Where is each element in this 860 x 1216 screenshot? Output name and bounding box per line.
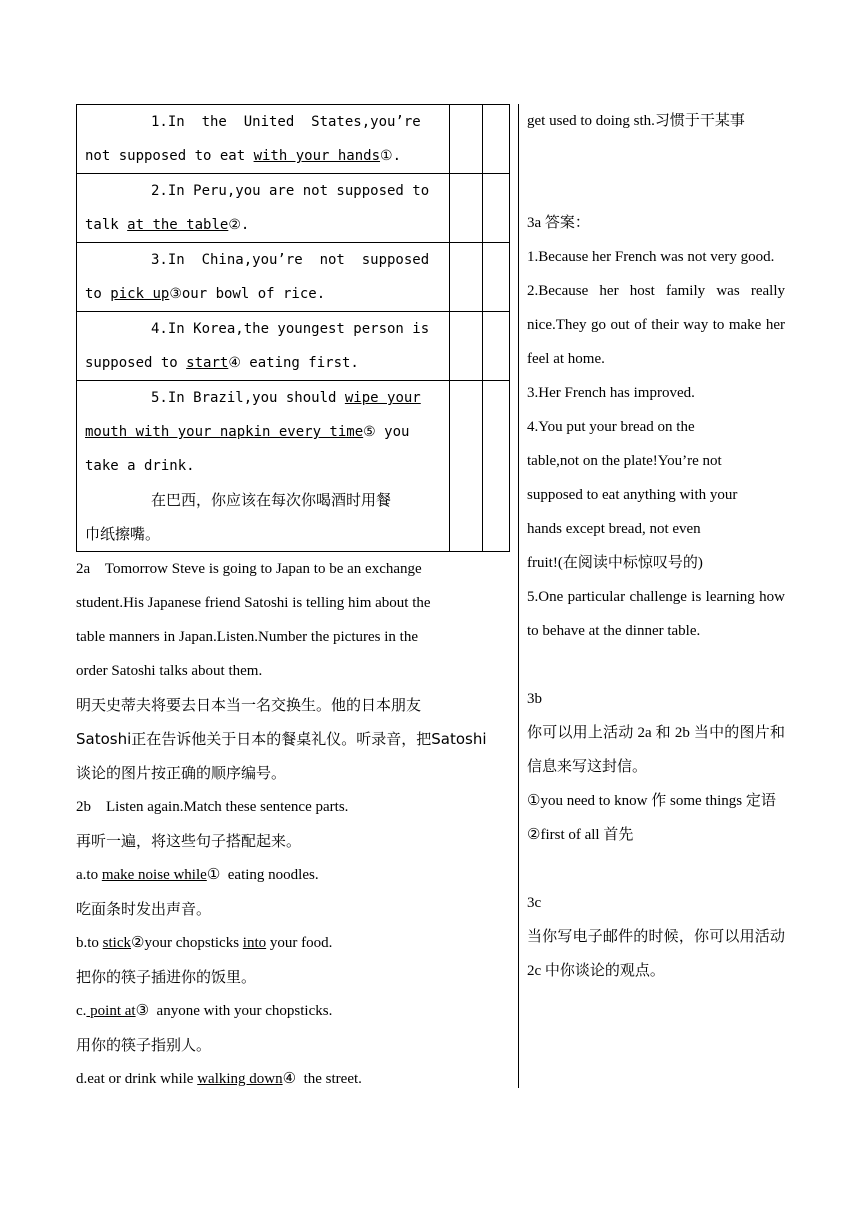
- text-segment: to: [85, 286, 111, 302]
- text-segment: supposed to: [85, 355, 187, 371]
- text-line: ①you need to know 作 some things 定语: [527, 793, 776, 809]
- sentence-table: [76, 104, 510, 552]
- sentence-cell: [77, 243, 450, 312]
- blank-line: [527, 852, 785, 886]
- text-line: [76, 756, 510, 790]
- answer-cell: [483, 381, 510, 552]
- underlined-phrase: mouth with your napkin every time: [85, 424, 364, 440]
- answer-cell: [450, 381, 483, 552]
- table-row: [77, 105, 510, 174]
- sentence-cell: [77, 312, 450, 381]
- sentence-line: [85, 139, 442, 173]
- text-line: 5.One particular challenge is learning how to behave at the dinner table.: [527, 589, 785, 639]
- left-column: [76, 104, 510, 1096]
- text-line: 2.Because her host family was really nice.They go out of their way to make her feel at home.: [527, 283, 785, 367]
- answer-cell: [483, 312, 510, 381]
- text-segment: 吃面条时发出声音。: [76, 900, 212, 918]
- column-divider: [518, 104, 519, 1088]
- text-segment: 谈论的图片按正确的顺序编号。: [76, 764, 287, 782]
- text-segment: d.eat or drink while: [76, 1071, 198, 1087]
- text-line: [76, 1028, 510, 1062]
- text-line: [76, 1062, 510, 1096]
- answer-cell: [483, 243, 510, 312]
- text-line: 3b: [527, 691, 542, 707]
- right-column: [527, 104, 785, 988]
- text-segment: ③ anyone with your chopsticks.: [135, 1003, 333, 1019]
- text-segment: ④ eating first.: [228, 355, 359, 371]
- text-segment: c.: [76, 1003, 87, 1019]
- text-segment: order Satoshi talks about them.: [76, 663, 263, 679]
- text-line: hands except bread, not even: [527, 521, 701, 537]
- text-segment: not supposed to eat: [85, 148, 254, 164]
- table-row: [77, 174, 510, 243]
- answer-cell: [483, 105, 510, 174]
- text-line: [76, 654, 510, 688]
- text-line: 你可以用上活动 2a 和 2b 当中的图片和信息来写这封信。: [527, 725, 785, 775]
- table-row: [77, 312, 510, 381]
- sentence-line: [85, 415, 442, 449]
- text-segment: Satoshi正在告诉他关于日本的餐桌礼仪。听录音，把Satoshi: [76, 730, 487, 748]
- text-line: [76, 824, 510, 858]
- answer-cell: [450, 243, 483, 312]
- underlined-phrase: with your hands: [253, 148, 381, 164]
- table-row: [77, 243, 510, 312]
- text-segment: 2b Listen again.Match these sentence parts.: [76, 799, 349, 815]
- sentence-cell: [77, 381, 450, 552]
- text-segment: b.to: [76, 935, 103, 951]
- text-segment: 明天史蒂夫将要去日本当一名交换生。他的日本朋友: [76, 696, 422, 714]
- text-segment: ④ the street.: [282, 1071, 362, 1087]
- text-line: [76, 688, 510, 722]
- translation-line: [85, 483, 442, 517]
- text-segment: student.His Japanese friend Satoshi is telling him about the: [76, 595, 431, 611]
- text-line: 3c: [527, 895, 542, 911]
- text-line: supposed to eat anything with your: [527, 487, 738, 503]
- text-line: [76, 722, 510, 756]
- text-line: fruit!(在阅读中标惊叹号的): [527, 555, 703, 571]
- text-line: ②first of all 首先: [527, 827, 634, 843]
- underlined-phrase: pick up: [110, 286, 170, 302]
- text-line: 当你写电子邮件的时候，你可以用活动 2c 中你谈论的观点。: [527, 929, 785, 979]
- blank-line: [527, 648, 785, 682]
- underlined-phrase: at the table: [127, 217, 229, 233]
- sentence-line: [85, 174, 442, 208]
- text-line: [76, 926, 510, 960]
- text-segment: ⑤ you: [363, 424, 410, 440]
- table-row: [77, 381, 510, 552]
- text-segment: 5.In Brazil,you should: [151, 390, 345, 406]
- text-segment: ① eating noodles.: [206, 867, 319, 883]
- text-segment: your food.: [266, 935, 333, 951]
- text-line: [76, 620, 510, 654]
- listening-section: [76, 552, 510, 1096]
- text-line: 4.You put your bread on the: [527, 419, 695, 435]
- text-line: [76, 586, 510, 620]
- underlined-phrase: stick: [102, 935, 132, 951]
- text-segment: ①.: [380, 148, 401, 164]
- text-segment: 用你的筷子指别人。: [76, 1036, 212, 1054]
- answer-cell: [450, 312, 483, 381]
- sentence-cell: [77, 174, 450, 243]
- text-line: [76, 960, 510, 994]
- text-segment: take a drink.: [85, 458, 195, 474]
- sentence-line: [85, 277, 442, 311]
- text-segment: 2.In Peru,you are not supposed to: [151, 183, 430, 199]
- text-segment: 再听一遍，将这些句子搭配起来。: [76, 832, 302, 850]
- underlined-phrase: point at: [86, 1003, 136, 1019]
- blank-line: [527, 172, 785, 206]
- blank-line: [527, 138, 785, 172]
- text-line: [76, 552, 510, 586]
- underlined-phrase: into: [242, 935, 267, 951]
- text-segment: 把你的筷子插进你的饭里。: [76, 968, 257, 986]
- answer-cell: [483, 174, 510, 243]
- translation-text: 巾纸擦嘴。: [85, 525, 161, 543]
- text-line: [76, 790, 510, 824]
- text-segment: talk: [85, 217, 128, 233]
- answer-cell: [450, 105, 483, 174]
- text-line: 3.Her French has improved.: [527, 385, 695, 401]
- sentence-line: [85, 312, 442, 346]
- text-line: table,not on the plate!You’re not: [527, 453, 722, 469]
- underlined-phrase: make noise while: [101, 867, 207, 883]
- underlined-phrase: walking down: [197, 1071, 283, 1087]
- text-segment: table manners in Japan.Listen.Number the pictures in the: [76, 629, 418, 645]
- text-segment: 1.In the United States,you’re: [151, 114, 421, 130]
- text-line: [76, 892, 510, 926]
- sentence-line: [85, 381, 442, 415]
- underlined-phrase: start: [186, 355, 229, 371]
- text-segment: 4.In Korea,the youngest person is: [151, 321, 430, 337]
- text-segment: 3.In China,you’re not supposed: [151, 252, 430, 268]
- sentence-line: [85, 208, 442, 242]
- text-line: [76, 994, 510, 1028]
- text-line: [76, 858, 510, 892]
- sentence-line: [85, 449, 442, 483]
- sentence-line: [85, 346, 442, 380]
- text-segment: ②.: [228, 217, 250, 233]
- text-line: 3a 答案：: [527, 215, 590, 231]
- translation-line: [85, 517, 442, 551]
- text-segment: ②your chopsticks: [131, 935, 243, 951]
- answer-cell: [450, 174, 483, 243]
- translation-text: 在巴西，你应该在每次你喝酒时用餐: [151, 491, 392, 509]
- text-segment: 2a Tomorrow Steve is going to Japan to be an exchange: [76, 561, 422, 577]
- sentence-line: [85, 105, 442, 139]
- underlined-phrase: wipe your: [344, 390, 421, 406]
- text-line: get used to doing sth.习惯于干某事: [527, 113, 745, 129]
- text-line: 1.Because her French was not very good.: [527, 249, 775, 265]
- sentence-cell: [77, 105, 450, 174]
- text-segment: a.to: [76, 867, 102, 883]
- text-segment: ③our bowl of rice.: [169, 286, 326, 302]
- sentence-line: [85, 243, 442, 277]
